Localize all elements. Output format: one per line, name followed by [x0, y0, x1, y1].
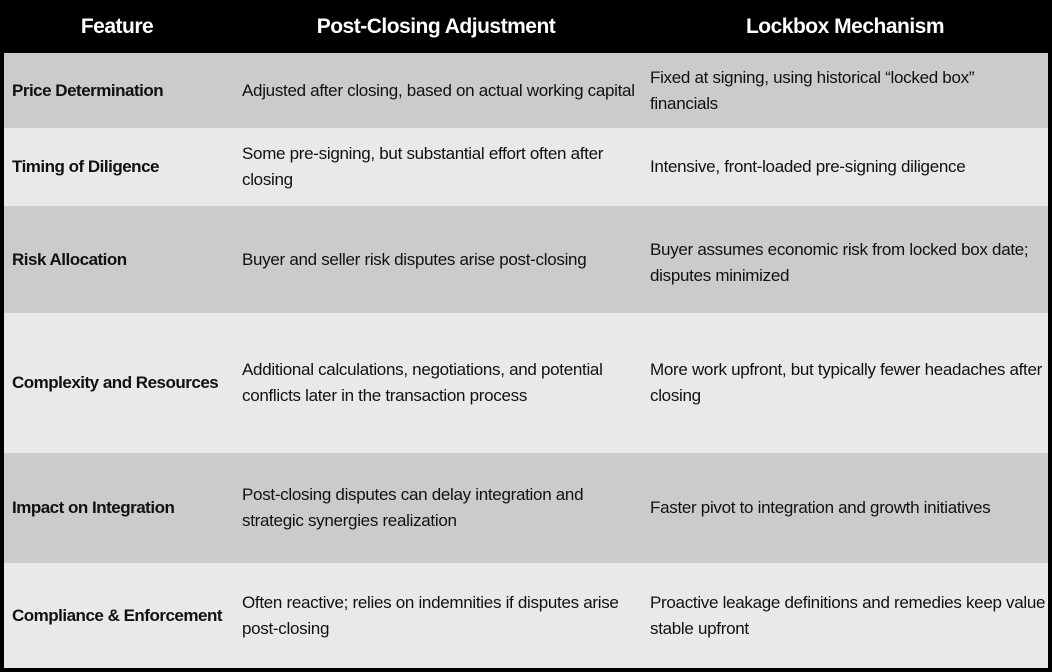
feature-cell: Timing of Diligence [12, 157, 159, 176]
lockbox-cell: Buyer assumes economic risk from locked box date; disputes minimized [650, 240, 1029, 285]
header-lockbox-mechanism: Lockbox Mechanism [745, 15, 945, 38]
feature-cell: Price Determination [12, 80, 164, 100]
feature-cell: Complexity and Resources [12, 373, 219, 392]
table-row [4, 563, 1048, 668]
post-closing-cell: Buyer and seller risk disputes arise post-closing [242, 249, 587, 269]
lockbox-cell: Proactive leakage definitions and remedies keep value stable upfront [650, 592, 1046, 638]
lockbox-cell: More work upfront, but typically fewer headaches after closing [650, 360, 1042, 405]
post-closing-cell: Post-closing disputes can delay integration and strategic synergies realization [242, 485, 584, 530]
post-closing-cell: Often reactive; relies on indemnities if disputes arise post-closing [242, 592, 619, 638]
header-feature: Feature [80, 15, 154, 38]
table-row [4, 313, 1048, 453]
table-header [0, 0, 1052, 51]
table-row [4, 453, 1048, 563]
feature-cell: Compliance & Enforcement [12, 605, 222, 625]
header-post-closing-adjustment: Post-Closing Adjustment [316, 15, 556, 38]
post-closing-cell: Additional calculations, negotiations, and potential conflicts later in the transaction process [242, 360, 603, 405]
post-closing-cell: Adjusted after closing, based on actual working capital [242, 80, 635, 100]
post-closing-cell: Some pre-signing, but substantial effort often after closing [242, 144, 604, 189]
table-row [4, 53, 1048, 128]
lockbox-cell: Fixed at signing, using historical “locked box” financials [650, 67, 975, 113]
feature-cell: Risk Allocation [12, 249, 127, 269]
table-row [4, 128, 1048, 206]
lockbox-cell: Faster pivot to integration and growth initiatives [650, 498, 991, 517]
lockbox-cell: Intensive, front-loaded pre-signing diligence [650, 157, 966, 176]
feature-cell: Impact on Integration [12, 498, 175, 517]
table-row [4, 206, 1048, 313]
